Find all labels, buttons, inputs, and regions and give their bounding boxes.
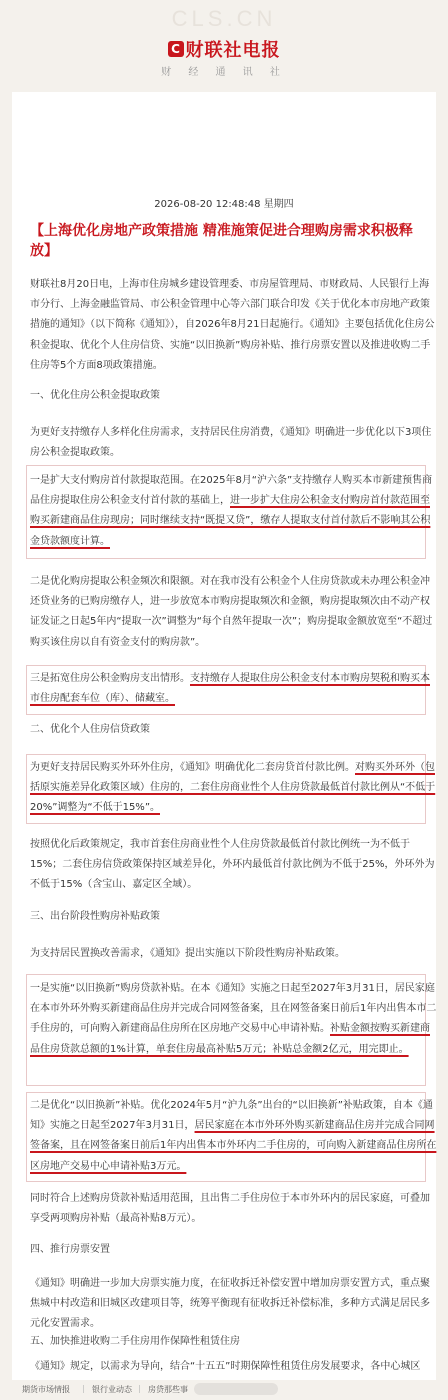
paragraph (30, 669, 438, 709)
paragraph (30, 758, 438, 819)
highlighted-text: 进一步扩大住房公积金支付购房首付款范围至购买新建商品住房现房；同时继续支持“既提又贷”，缴存人提取支付首付款后不影响其公积金贷款额度计算。 (30, 495, 431, 547)
blurred-username (194, 1383, 278, 1395)
paragraph: 为更好支持缴存人多样化住房需求，支持居民住房消费，《通知》明确进一步优化以下3项住房公积金提取政策。 (30, 427, 432, 459)
paragraph-text: 为更好支持居民购买外环外住房，《通知》明确优化二套房贷首付款比例。 (30, 762, 355, 773)
paragraph (30, 471, 438, 552)
tag-link[interactable]: 房贷那些事 (148, 1385, 188, 1394)
section-heading-1: 一、优化住房公积金提取政策 (30, 390, 160, 401)
tag-separator: | (82, 1384, 85, 1393)
paragraph-text: 二是优化“以旧换新”补贴。优化2024年5月“沪九条”出台的“以旧换新”补贴政策，自本《通知》实施之日起至2027年3月31日， (30, 1100, 433, 1132)
paragraph (30, 979, 438, 1060)
paragraph-truncated: 《通知》规定，以需求为导向，结合“十五五”时期保障性租赁住房发展要求，各中心城区 (30, 1361, 421, 1372)
paragraph: 为支持居民置换改善需求，《通知》提出实施以下阶段性购房补贴政策。 (30, 948, 345, 959)
tag-link[interactable]: 银行业动态 (92, 1385, 132, 1394)
paragraph: 按照优化后政策规定，我市首套住房商业性个人住房贷款最低首付款比例统一为不低于15%；二套住房信贷政策保持区域差异化，外环内最低首付款比例为不低于25%，外环外为不低于15%（含宝山、嘉定区全域）。 (30, 839, 435, 891)
paragraph: 《通知》明确进一步加大房票实施力度，在征收拆迁补偿安置中增加房票安置方式，重点聚焦城中村改造和旧城区改建项目等，统筹平衡现有征收拆迁补偿标准，多种方式满足居民多元化安置需求。 (30, 1278, 430, 1330)
highlighted-text: 对购买外环外（包括原实施差异化政策区域）住房的，二套住房商业性个人住房贷款最低首付款比例从“不低于20%”调整为“不低于15%”。 (30, 762, 436, 814)
paragraph-text: 一是实施“以旧换新”购房贷款补贴。在本《通知》实施之日起至2027年3月31日，居民家庭在本市外环外购买新建商品住房并完成合同网签备案，且在网签备案日前后1年内出售本市二手住房的，可向购入新建商品住房所在区房地产交易中心申请补贴。 (30, 983, 437, 1035)
section-heading-2: 二、优化个人住房信贷政策 (30, 724, 150, 735)
brand-logo (0, 36, 448, 62)
brand-name: 财联社电报 (185, 40, 281, 61)
intro-paragraph: 财联社8月20日电，上海市住房城乡建设管理委、市房屋管理局、市财政局、人民银行上海市分行、上海金融监管局、市公积金管理中心等六部门联合印发《关于优化本市房地产政策措施的通知》（以下简称《通知》），自2026年8月21日起施行。《通知》主要包括优化住房公积金提取、优化个人住房信贷、实施“以旧换新”购房补贴、推行房票安置以及推进收购二手住房等5个方面8项政策措施。 (30, 279, 435, 371)
paragraph: 同时符合上述购房贷款补贴适用范围，且出售二手住房位于本市外环内的居民家庭，可叠加享受两项购房补贴（最高补贴8万元）。 (30, 1193, 430, 1225)
highlighted-text: 支持缴存人提取住房公积金支付本市购房契税和购买本市住房配套车位（库）、储藏室。 (30, 673, 430, 705)
paragraph (30, 1096, 438, 1177)
article-card (12, 92, 436, 1380)
highlighted-text: 补贴金额按购买新建商品住房贷款总额的1%计算，单套住房最高补贴5万元；补贴总金额2亿元，用完即止。 (30, 1023, 430, 1055)
article-title: 【上海优化房地产政策措施 精准施策促进合理购房需求积极释放】 (30, 223, 413, 259)
brand-tagline: 财 经 通 讯 社 (161, 67, 287, 78)
section-heading-5: 五、加快推进收购二手住房用作保障性租赁住房 (30, 1336, 240, 1347)
paragraph: 二是优化购房提取公积金频次和限额。对在我市没有公积金个人住房贷款或未办理公积金冲还贷业务的已购房缴存人，进一步放宽本市购房提取频次和金额，购房提取频次由不动产权证发证之日起5年内“提取一次”调整为“每个自然年提取一次”；购房提取金额放宽至“不超过购买该住房以自有资金支付的购房款”。 (30, 576, 433, 648)
publish-datetime: 2026-08-20 12:48:48 星期四 (154, 199, 294, 210)
section-heading-4: 四、推行房票安置 (30, 1244, 110, 1255)
paragraph-text: 三是拓宽住房公积金购房支出情形。 (30, 673, 190, 684)
paragraph-text: 一是扩大支付购房首付款提取范围。在2025年8月“沪六条”支持缴存人购买本市新建预售商品住房提取住房公积金支付首付款的基础上， (30, 475, 433, 507)
cls-logo-icon: C (168, 41, 184, 57)
section-heading-3: 三、出台阶段性购房补贴政策 (30, 911, 160, 922)
highlighted-text: 居民家庭在本市外环外购买新建商品住房并完成合同网签备案，且在网签备案日前后1年内出售本市外环内二手住房的，可向购入新建商品住房所在区房地产交易中心申请补贴3万元。 (30, 1120, 437, 1172)
watermark: CLS.CN (171, 6, 277, 31)
tag-separator: | (138, 1384, 141, 1393)
tag-link[interactable]: 期货市场情报 (22, 1385, 70, 1394)
bottom-tag-bar (12, 1380, 436, 1400)
